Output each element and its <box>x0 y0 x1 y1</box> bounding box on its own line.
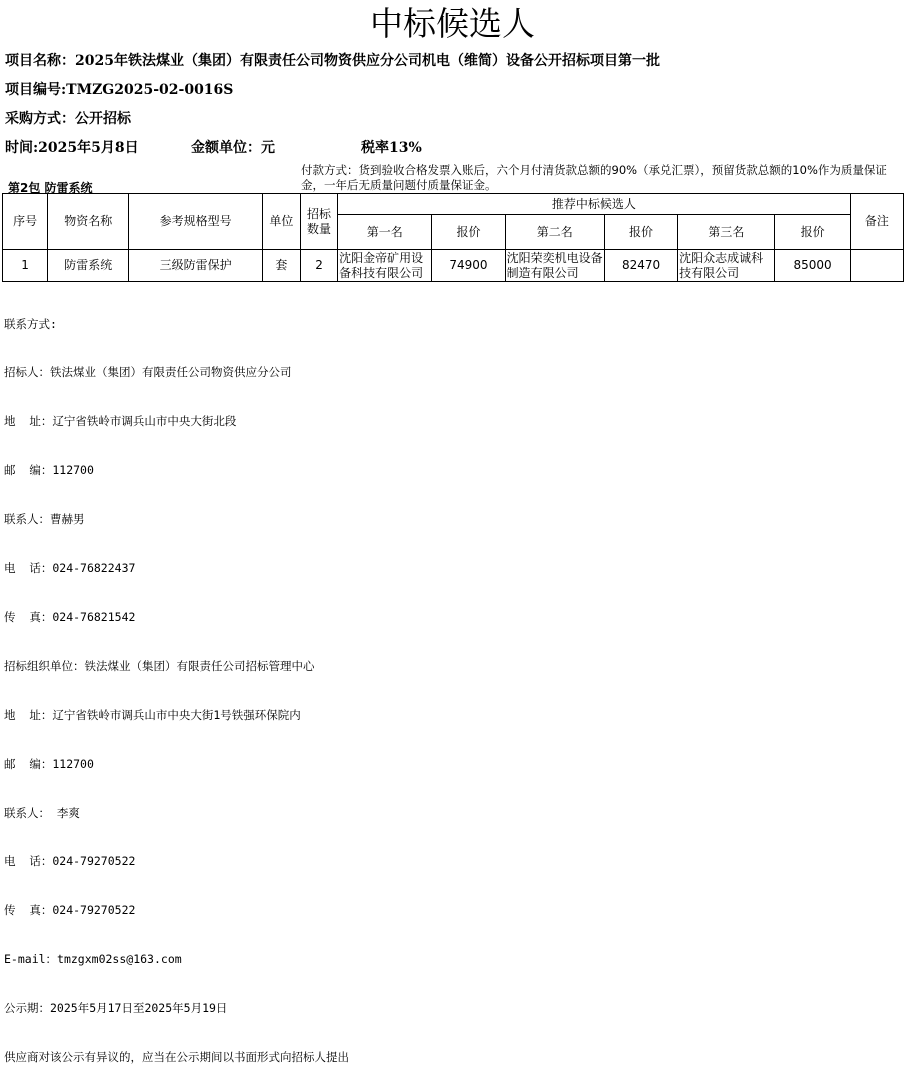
package-label: 第2包 防雷系统 <box>8 181 93 195</box>
header-price2: 报价 <box>604 215 677 250</box>
cell-third: 沈阳众志成诚科技有限公司 <box>678 250 775 282</box>
contact-line: 地 址：辽宁省铁岭市调兵山市中央大街北段 <box>4 414 237 429</box>
date-text: 时间:2025年5月8日 <box>5 140 139 156</box>
cell-material: 防雷系统 <box>48 250 129 282</box>
contact-line: 公示期：2025年5月17日至2025年5月19日 <box>4 1001 228 1016</box>
header-third: 第三名 <box>678 215 775 250</box>
bid-table <box>2 193 904 282</box>
project-number: 项目编号:TMZG2025-02-0016S <box>5 82 234 98</box>
contact-line: 招标人：铁法煤业（集团）有限责任公司物资供应分公司 <box>4 365 292 380</box>
contact-line: 招标组织单位：铁法煤业（集团）有限责任公司招标管理中心 <box>4 658 315 673</box>
header-second: 第二名 <box>505 215 604 250</box>
contact-line: 邮 编：112700 <box>4 463 94 478</box>
table-header-row <box>3 194 904 215</box>
cell-price3: 85000 <box>775 250 850 282</box>
time-row <box>5 139 422 157</box>
cell-seq: 1 <box>3 250 48 282</box>
cell-second: 沈阳荣奕机电设备制造有限公司 <box>506 250 603 280</box>
cell-first: 沈阳金帝矿用设备科技有限公司 <box>338 250 432 282</box>
header-seq: 序号 <box>3 194 48 250</box>
project-name: 项目名称：2025年铁法煤业（集团）有限责任公司物资供应分公司机电（维简）设备公开招标项目第一批 <box>5 53 660 69</box>
payment-terms: 付款方式：货到验收合格发票入账后，六个月付清货款总额的90%（承兑汇票），预留货款总额的10%作为质量保证金，一年后无质量问题付质量保证金。 <box>301 163 887 192</box>
header-qty: 招标数量 <box>300 194 337 250</box>
amount-unit: 金额单位：元 <box>191 140 275 156</box>
header-spec: 参考规格型号 <box>129 194 262 250</box>
header-remark: 备注 <box>850 194 903 250</box>
contact-line: 电 话：024-79270522 <box>4 854 136 869</box>
header-material: 物资名称 <box>48 194 129 250</box>
cell-remark <box>850 250 903 282</box>
cell-price1: 74900 <box>432 250 505 282</box>
contact-line: 地 址：辽宁省铁岭市调兵山市中央大街1号铁强环保院内 <box>4 707 301 722</box>
contact-line: 联系人：曹赫男 <box>4 512 85 527</box>
page-title: 中标候选人 <box>370 4 535 43</box>
contact-line: 联系人： 李爽 <box>4 805 80 820</box>
header-price3: 报价 <box>775 215 850 250</box>
purchase-method: 采购方式：公开招标 <box>5 111 131 127</box>
header-unit: 单位 <box>262 194 300 250</box>
contact-line: 传 真：024-79270522 <box>4 903 136 918</box>
cell-price2: 82470 <box>604 250 677 282</box>
header-price1: 报价 <box>432 215 505 250</box>
header-first: 第一名 <box>338 215 432 250</box>
table-row <box>3 250 904 282</box>
contact-line: 电 话：024-76822437 <box>4 561 136 576</box>
contact-line: 联系方式: <box>4 316 57 331</box>
contact-line: 传 真：024-76821542 <box>4 609 136 624</box>
cell-unit: 套 <box>262 250 300 282</box>
tax-rate: 税率13% <box>361 140 422 156</box>
cell-qty: 2 <box>300 250 337 282</box>
cell-spec: 三级防雷保护 <box>129 250 262 282</box>
header-recommend: 推荐中标候选人 <box>338 194 851 215</box>
contact-info <box>4 283 349 1082</box>
contact-line: 供应商对该公示有异议的，应当在公示期间以书面形式向招标人提出 <box>4 1049 349 1064</box>
email-line[interactable]: E-mail：tmzgxm02ss@163.com <box>4 952 182 967</box>
contact-line: 邮 编：112700 <box>4 756 94 771</box>
